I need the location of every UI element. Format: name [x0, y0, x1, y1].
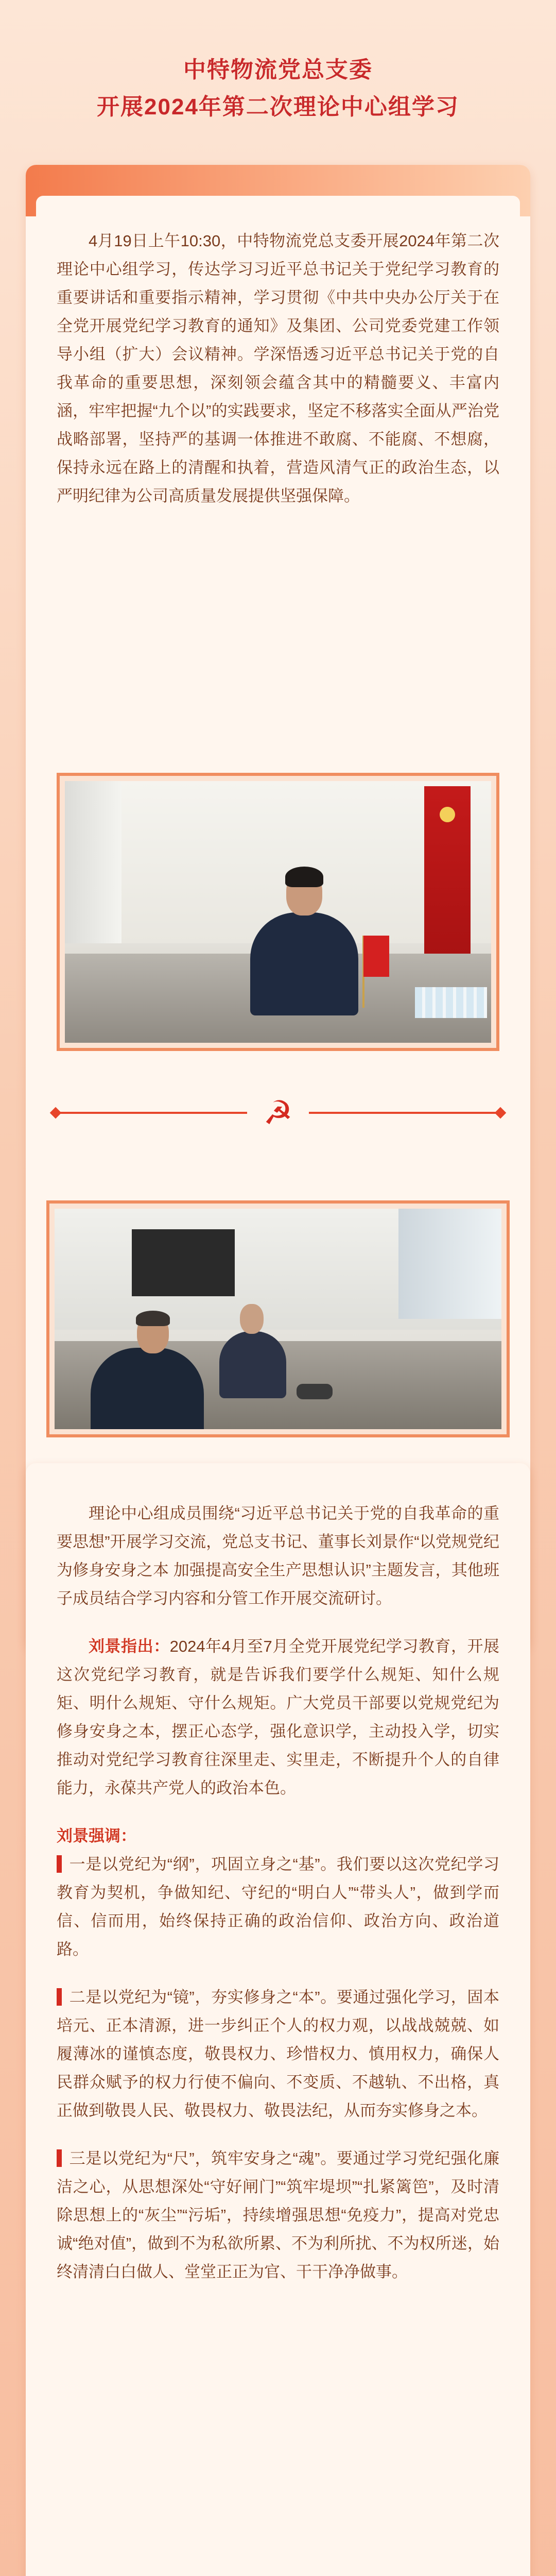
spacer: [57, 1802, 499, 1822]
section-1-body: [57, 227, 499, 510]
photo2-person1-body: [91, 1348, 204, 1429]
photo2-window: [398, 1209, 501, 1319]
section-2-liu-point: [57, 1632, 499, 1802]
title-line-1: 中特物流党总支委: [183, 57, 373, 82]
divider-diamond-right: [495, 1107, 507, 1119]
photo2-person1-hair: [136, 1311, 170, 1326]
bullet-marker-icon: [57, 2149, 62, 2167]
photo1-speaker-hair: [285, 867, 323, 887]
meeting-photo-1: [65, 781, 491, 1043]
emphasis-heading: [57, 1822, 499, 1850]
liu-label: 刘景指出：: [89, 1637, 170, 1655]
card-header-bar: [26, 165, 530, 216]
section-2-intro: 理论中心组成员围绕“习近平总书记关于党的自我革命的重要思想”开展学习交流，党总支书记、董事长刘景作“以党规党纪为修身安身之本 加强提高安全生产思想认识”主题发言，其他班子成员结合学习内容和分管工作开展交流研讨。: [57, 1504, 499, 1607]
photo2-person2-body: [219, 1331, 286, 1398]
title-line-2: 开展2024年第二次理论中心组学习: [97, 94, 459, 120]
hammer-sickle-icon: ☭: [263, 1094, 293, 1131]
section-2-body: [57, 1499, 499, 2286]
photo1-window: [65, 781, 121, 943]
photo1-water-bottles: [415, 987, 487, 1018]
photo2-microphone: [297, 1384, 333, 1399]
spacer: [57, 2125, 499, 2144]
photo1-flag: [363, 936, 389, 977]
divider-line-left: [57, 1112, 247, 1114]
emphasis-point-3-text: 三是以党纪为“尺”，筑牢安身之“魂”。要通过学习党纪强化廉洁之心，从思想深处“守好闸门”“筑牢堤坝”“扎紧篱笆”，及时清除思想上的“灰尘”“污垢”，持续增强思想“免疫力”，提高对党忠诚“绝对值”，做到不为私欲所累、不为利所扰、不为权所迷，始终清清白白做人、堂堂正正为官、干干净净做事。: [57, 2149, 499, 2281]
banner-emblem-icon: [440, 807, 455, 822]
spacer: [57, 1963, 499, 1983]
emphasis-point-2: [57, 1983, 499, 2125]
emphasis-point-1-text: 一是以党纪为“纲”，巩固立身之“基”。我们要以这次党纪学习教育为契机，争做知纪、守纪的“明白人”“带头人”，做到学而信、信而用，始终保持正确的政治信仰、政治方向、政治道路。: [57, 1855, 499, 1958]
photo-frame-1: [57, 773, 499, 1051]
photo-frame-2: [46, 1200, 510, 1437]
section-divider: [26, 1092, 530, 1133]
emphasis-label: 刘景强调：: [57, 1827, 136, 1845]
bullet-marker-icon: [57, 1988, 62, 2006]
section-1-paragraph: 4月19日上午10:30，中特物流党总支委开展2024年第二次理论中心组学习，传达学习习近平总书记关于党纪学习教育的重要讲话和重要指示精神，学习贯彻《中共中央办公厅关于在全党开展党纪学习教育的通知》及集团、公司党委党建工作领导小组（扩大）会议精神。学深悟透习近平总书记关于党的自我革命的重要思想，深刻领会蕴含其中的精髓要义、丰富内涵，牢牢把握“九个以”的实践要求，坚定不移落实全面从严治党战略部署，坚持严的基调一体推进不敢腐、不能腐、不想腐，保持永远在路上的清醒和执着，营造风清气正的政治生态，以严明纪律为公司高质量发展提供坚强保障。: [57, 232, 499, 505]
photo1-speaker-body: [250, 912, 358, 1015]
section-1-card: [26, 165, 530, 1649]
photo2-screen: [132, 1229, 235, 1296]
bullet-marker-icon: [57, 1855, 62, 1873]
article-title: [0, 52, 556, 126]
emphasis-point-1: [57, 1850, 499, 1963]
spacer: [57, 1613, 499, 1632]
emphasis-point-3: [57, 2144, 499, 2286]
photo2-person2-head: [240, 1304, 264, 1334]
emphasis-point-2-text: 二是以党纪为“镜”，夯实修身之“本”。要通过强化学习，固本培元、正本清源，进一步纠正个人的权力观，以战战兢兢、如履薄冰的谨慎态度，敬畏权力、珍惜权力、慎用权力，确保人民群众赋予的权力行使不偏向、不变质、不越轨、不出格，真正做到敬畏人民、敬畏权力、敬畏法纪，从而夯实修身之本。: [57, 1988, 499, 2120]
liu-text: 2024年4月至7月全党开展党纪学习教育，开展这次党纪学习教育，就是告诉我们要学什么规矩、知什么规矩、明什么规矩、守什么规矩。广大党员干部要以党规党纪为修身安身之本，摆正心态学，强化意识学，主动投入学，切实推动对党纪学习教育往深里走、实里走，不断提升个人的自律能力，永葆共产党人的政治本色。: [57, 1637, 500, 1797]
section-2-card: [26, 1463, 530, 2576]
meeting-photo-2: [55, 1209, 501, 1429]
divider-line-right: [309, 1112, 499, 1114]
